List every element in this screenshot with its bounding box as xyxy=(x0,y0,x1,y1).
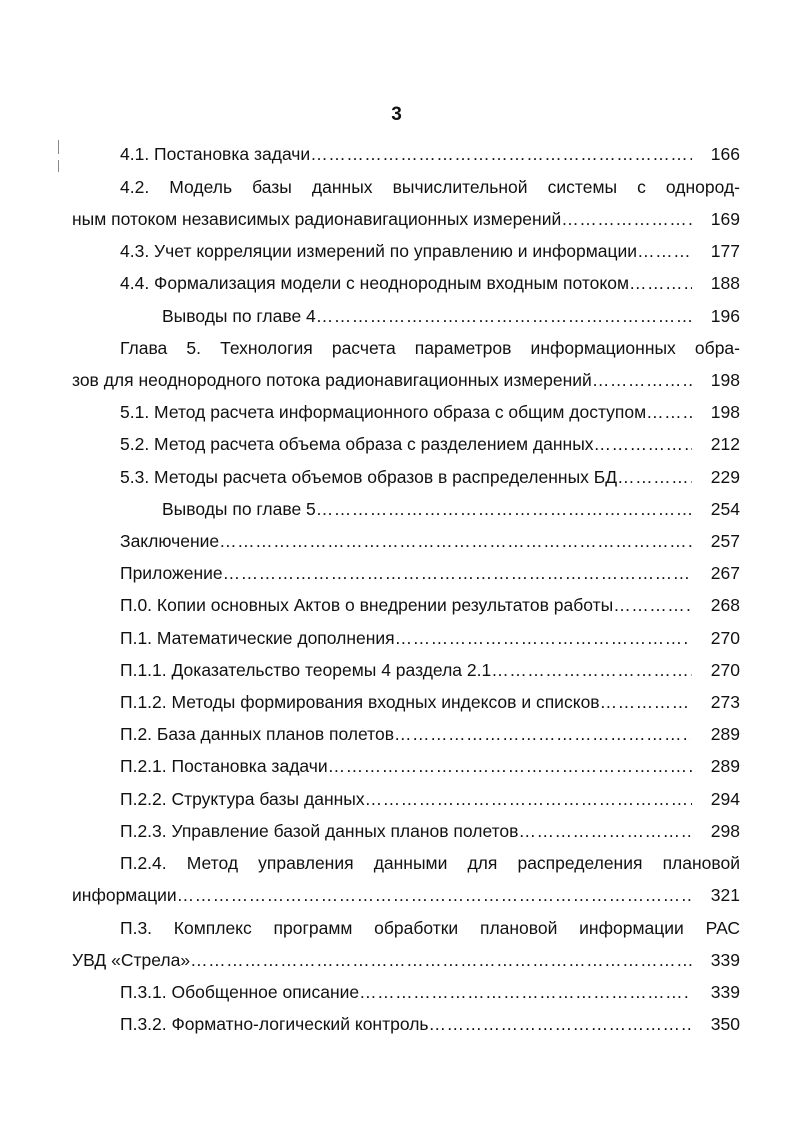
toc-entry-page: 273 xyxy=(710,692,740,712)
toc-entry-title: П.3. Комплекс программ обработки плановой информации РАС xyxy=(120,918,740,938)
toc-entry-title: Глава 5. Технология расчета параметров информационных обра- xyxy=(120,338,740,358)
toc-entry-page: 166 xyxy=(710,144,740,164)
toc-entry-page: 268 xyxy=(710,595,740,615)
toc-entry[interactable] xyxy=(0,1012,793,1036)
toc-entry-title: ным потоком независимых радионавигационных измерений …………………………………………………………………………………………………………………………………………………………… xyxy=(72,207,692,231)
toc-entry[interactable] xyxy=(0,980,793,1004)
toc-entry-title: П.2.1. Постановка задачи …………………………………………………………………………………………………………………………………………………………… xyxy=(120,754,692,778)
toc-entry-title: П.2.3. Управление базой данных планов полетов …………………………………………………………………………………………………………………………………………………………… xyxy=(120,819,692,843)
toc-entry-page: 350 xyxy=(710,1014,740,1034)
toc-entry-page: 294 xyxy=(710,789,740,809)
toc-entry-page: 270 xyxy=(710,660,740,680)
toc-entry-page: 212 xyxy=(710,434,740,454)
toc-entry[interactable] xyxy=(0,271,793,295)
toc-entry[interactable] xyxy=(0,658,793,682)
toc-entry-title: Заключение …………………………………………………………………………………………………………………………………………………………… xyxy=(120,529,692,553)
toc-entry-title: П.0. Копии основных Актов о внедрении результатов работы …………………………………………………………………………………………………………………………………………………………… xyxy=(120,593,692,617)
page-number: 3 xyxy=(391,104,402,125)
toc-entry[interactable] xyxy=(0,304,793,328)
toc-entry-title: П.2.4. Метод управления данными для распределения плановой xyxy=(120,853,740,873)
toc-entry[interactable] xyxy=(0,432,793,456)
toc-entry-line1[interactable] xyxy=(0,336,793,360)
toc-entry[interactable] xyxy=(0,690,793,714)
toc-entry[interactable] xyxy=(0,561,793,585)
toc-entry-page: 298 xyxy=(710,821,740,841)
toc-entry-title: П.3.1. Обобщенное описание …………………………………………………………………………………………………………………………………………………………… xyxy=(120,980,688,1004)
toc-entry[interactable] xyxy=(0,207,793,231)
toc-entry[interactable] xyxy=(0,529,793,553)
toc-entry[interactable] xyxy=(0,593,793,617)
toc-entry[interactable] xyxy=(0,497,793,521)
toc-entry-page: 198 xyxy=(710,402,740,422)
toc-entry-title: 5.2. Метод расчета объема образа с разделением данных …………………………………………………………………………………………………………………………………………………………… xyxy=(120,432,692,456)
toc-entry-title: зов для неоднородного потока радионавигационных измерений …………………………………………………………………………………………………………………………………………………………… xyxy=(72,368,692,392)
toc-entry[interactable] xyxy=(0,400,793,424)
toc-entry[interactable] xyxy=(0,787,793,811)
toc-entry-page: 188 xyxy=(710,273,740,293)
toc-entry-title: 4.1. Постановка задачи …………………………………………………………………………………………………………………………………………………………… xyxy=(120,142,692,166)
toc-entry-page: 169 xyxy=(710,209,740,229)
toc-entry-page: 339 xyxy=(710,982,740,1002)
toc-entry-title: УВД «Стрела» …………………………………………………………………………………………………………………………………………………………… xyxy=(72,948,692,972)
toc-entry-title: П.2. База данных планов полетов …………………………………………………………………………………………………………………………………………………………… xyxy=(120,722,690,746)
toc-entry-page: 267 xyxy=(710,563,740,583)
toc-entry-title: П.3.2. Форматно-логический контроль …………………………………………………………………………………………………………………………………………………………… xyxy=(120,1012,692,1036)
toc-entry[interactable] xyxy=(0,819,793,843)
toc-entry-title: Выводы по главе 5 …………………………………………………………………………………………………………………………………………………………… xyxy=(162,497,692,521)
toc-entry-page: 177 xyxy=(710,241,740,261)
toc-entry[interactable] xyxy=(0,722,793,746)
toc-entry-title: 4.3. Учет корреляции измерений по управлению и информации …………………………………………………………………………………………………………………………………………………………… xyxy=(120,239,692,263)
toc-entry-title: Приложение …………………………………………………………………………………………………………………………………………………………… xyxy=(120,561,692,585)
toc-entry-line1[interactable] xyxy=(0,175,793,199)
toc-entry-title: П.1.2. Методы формирования входных индексов и списков …………………………………………………………………………………………………………………………………………………………… xyxy=(120,690,692,714)
toc-entry[interactable] xyxy=(0,883,793,907)
toc-entry-page: 339 xyxy=(710,950,740,970)
toc-entry-page: 257 xyxy=(710,531,740,551)
toc-entry[interactable] xyxy=(0,754,793,778)
toc-entry-title: 4.4. Формализация модели с неоднородным входным потоком …………………………………………………………………………………………………………………………………………………………… xyxy=(120,271,692,295)
toc-entry-title: 5.1. Метод расчета информационного образа с общим доступом …………………………………………………………………………………………………………………………………………………………… xyxy=(120,400,692,424)
toc-entry-page: 321 xyxy=(710,885,740,905)
toc-entry-line1[interactable] xyxy=(0,851,793,875)
toc-entry-title: 5.3. Методы расчета объемов образов в распределенных БД …………………………………………………………………………………………………………………………………………………………… xyxy=(120,465,692,489)
toc-entry-title: 4.2. Модель базы данных вычислительной системы с однород- xyxy=(120,177,740,197)
toc-entry-page: 198 xyxy=(710,370,740,390)
toc-entry-title: П.2.2. Структура базы данных …………………………………………………………………………………………………………………………………………………………… xyxy=(120,787,692,811)
toc-entry[interactable] xyxy=(0,948,793,972)
toc-entry[interactable] xyxy=(0,368,793,392)
toc-entry-title: Выводы по главе 4 …………………………………………………………………………………………………………………………………………………………… xyxy=(162,304,692,328)
toc-entry[interactable] xyxy=(0,142,793,166)
toc-entry-title: П.1. Математические дополнения …………………………………………………………………………………………………………………………………………………………… xyxy=(120,626,690,650)
toc-entry-page: 254 xyxy=(710,499,740,519)
toc-entry-page: 196 xyxy=(710,306,740,326)
toc-entry-page: 270 xyxy=(710,628,740,648)
toc-entry-page: 289 xyxy=(710,724,740,744)
toc-entry-title: П.1.1. Доказательство теоремы 4 раздела 2.1 …………………………………………………………………………………………………………………………………………………………… xyxy=(120,658,692,682)
toc-entry-page: 289 xyxy=(710,756,740,776)
toc-entry-page: 229 xyxy=(710,467,740,487)
toc-entry[interactable] xyxy=(0,239,793,263)
toc-entry[interactable] xyxy=(0,465,793,489)
toc-entry-title: информации …………………………………………………………………………………………………………………………………………………………… xyxy=(72,883,692,907)
toc-entry[interactable] xyxy=(0,626,793,650)
toc-entry-line1[interactable] xyxy=(0,916,793,940)
